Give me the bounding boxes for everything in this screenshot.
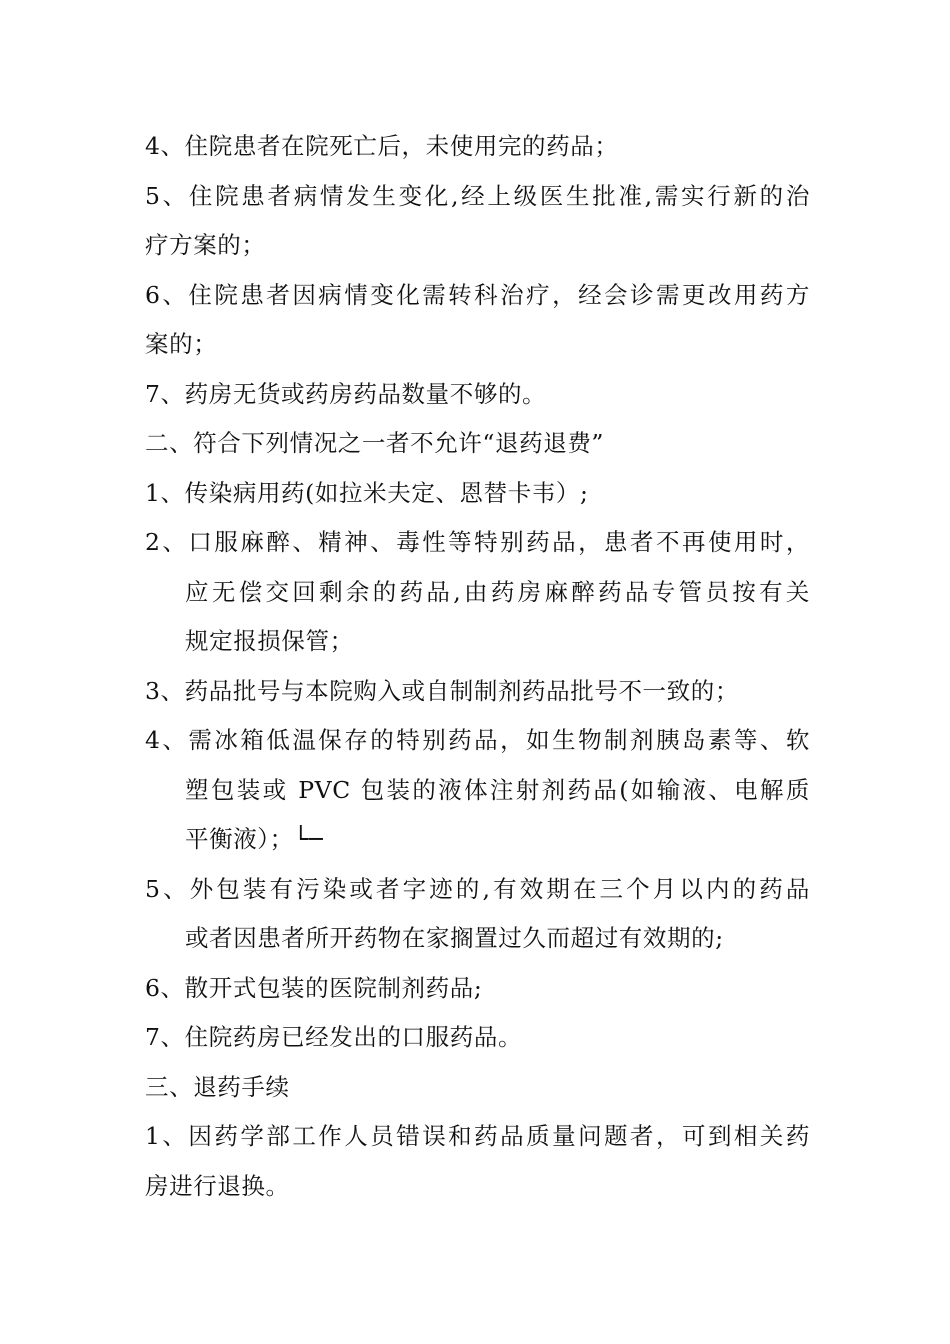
- text-line: 4、住院患者在院死亡后，未使用完的药品；: [145, 132, 619, 160]
- text-line: 3、药品批号与本院购入或自制制剂药品批号不一致的；: [145, 676, 739, 705]
- text-line: 或者因患者所开药物在家搁置过久而超过有效期的;: [185, 924, 724, 952]
- text-line: 7、住院药房已经发出的口服药品。: [145, 1023, 523, 1051]
- text-line: 1、传染病用药(如拉米夫定、恩替卡韦）;: [145, 478, 589, 507]
- text-line: 疗方案的；: [145, 231, 266, 259]
- text-line: 4、需冰箱低温保存的特别药品，如生物制剂胰岛素等、软: [145, 726, 810, 754]
- text-line: 应无偿交回剩余的药品,由药房麻醉药品专管员按有关: [185, 577, 810, 606]
- section-heading: 三、退药手续: [145, 1072, 290, 1101]
- text-line: 7、药房无货或药房药品数量不够的。: [145, 379, 547, 408]
- text-line: 平衡液）；└─: [185, 825, 324, 853]
- text-line: 房进行退换。: [145, 1171, 290, 1200]
- text-line: 5、住院患者病情发生变化,经上级医生批准,需实行新的治: [145, 181, 810, 210]
- text-line: 6、住院患者因病情变化需转科治疗，经会诊需更改用药方: [145, 280, 810, 309]
- document-body: [145, 122, 810, 1211]
- section-heading: 二、符合下列情况之一者不允许“退药退费”: [145, 429, 605, 457]
- text-line: 6、散开式包装的医院制剂药品;: [145, 973, 483, 1002]
- text-line: 案的；: [145, 330, 218, 358]
- text-line: 规定报损保管；: [185, 627, 354, 655]
- text-line: 5、外包装有污染或者字迹的,有效期在三个月以内的药品: [145, 874, 810, 903]
- text-line: 塑包装或 PVC 包装的液体注射剂药品(如输液、电解质: [185, 775, 810, 804]
- text-line: 1、因药学部工作人员错误和药品质量问题者，可到相关药: [145, 1122, 810, 1150]
- text-line: 2、口服麻醉、精神、毒性等特别药品，患者不再使用时，: [145, 528, 810, 556]
